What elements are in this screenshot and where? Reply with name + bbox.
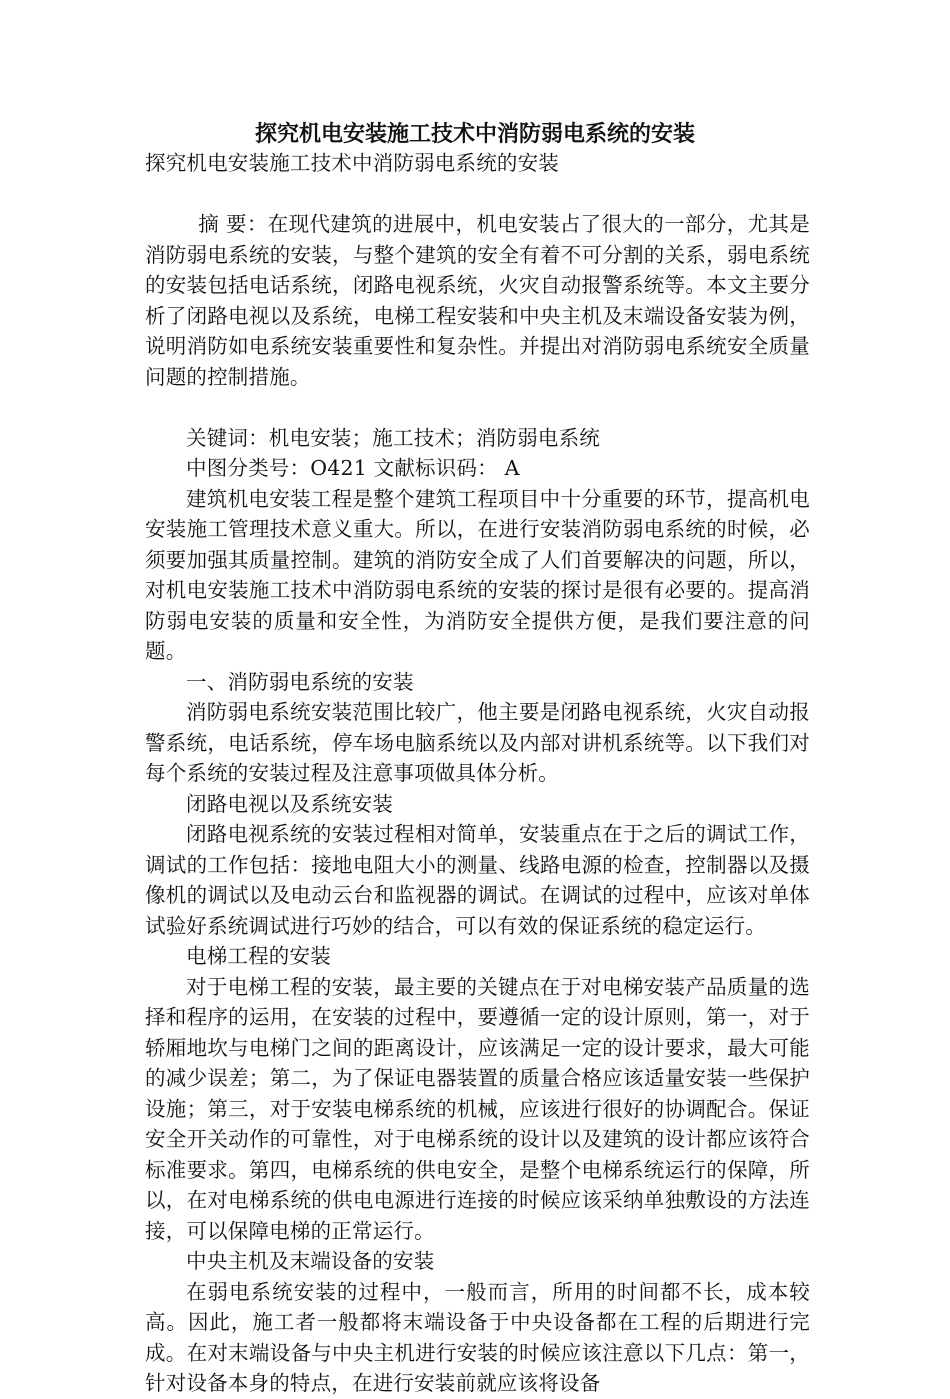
subsection-paragraph: 对于电梯工程的安装，最主要的关键点在于对电梯安装产品质量的选择和程序的运用，在安装的过程中，要遵循一定的设计原则，第一，对于轿厢地坎与电梯门之间的距离设计，应该满足一定的设计要求，最大可能的减少误差；第二，为了保证电器装置的质量合格应该适量安装一些保护设施；第三，对于安装电梯系统的机械，应该进行很好的协调配合。保证安全开关动作的可靠性，对于电梯系统的设计以及建筑的设计都应该符合标准要求。第四，电梯系统的供电安全，是整个电梯系统运行的保障，所以，在对电梯系统的供电电源进行连接的时候应该采纳单独敷设的方法连接，可以保障电梯的正常运行。 xyxy=(145,974,810,1243)
blank-line xyxy=(145,179,810,210)
subsection-heading: 中央主机及末端设备的安装 xyxy=(186,1249,435,1273)
subsection-paragraph: 闭路电视系统的安装过程相对简单，安装重点在于之后的调试工作，调试的工作包括：接地电阻大小的测量、线路电源的检查，控制器以及摄像机的调试以及电动云台和监视器的调试。在调试的过程中，应该对单体试验好系统调试进行巧妙的结合，可以有效的保证系统的稳定运行。 xyxy=(145,822,810,938)
classification-line: 中图分类号：O421 文献标识码： A xyxy=(186,456,520,480)
section-paragraph: 消防弱电系统安装范围比较广，他主要是闭路电视系统，火灾自动报警系统，电话系统，停车场电脑系统以及内部对讲机系统等。以下我们对每个系统的安装过程及注意事项做具体分析。 xyxy=(145,700,810,785)
blank-line xyxy=(145,392,810,423)
subsection-heading: 电梯工程的安装 xyxy=(186,944,331,968)
document-body xyxy=(145,148,810,1399)
document-subtitle: 探究机电安装施工技术中消防弱电系统的安装 xyxy=(145,151,559,175)
keywords-line: 关键词：机电安装；施工技术；消防弱电系统 xyxy=(186,425,600,450)
abstract-paragraph: 摘 要：在现代建筑的进展中，机电安装占了很大的一部分，尤其是消防弱电系统的安装，与整个建筑的安全有着不可分割的关系，弱电系统的安装包括电话系统，闭路电视系统，火灾自动报警系统等。本文主要分析了闭路电视以及系统，电梯工程安装和中央主机及末端设备安装为例，说明消防如电系统安装重要性和复杂性。并提出对消防弱电系统安全质量问题的控制措施。 xyxy=(145,212,810,389)
intro-paragraph: 建筑机电安装工程是整个建筑工程项目中十分重要的环节，提高机电安装施工管理技术意义重大。所以，在进行安装消防弱电系统的时候，必须要加强其质量控制。建筑的消防安全成了人们首要解决的问题，所以，对机电安装施工技术中消防弱电系统的安装的探讨是很有必要的。提高消防弱电安装的质量和安全性，为消防安全提供方便，是我们要注意的问题。 xyxy=(145,486,810,663)
subsection-heading: 闭路电视以及系统安装 xyxy=(186,791,393,816)
subsection-paragraph: 在弱电系统安装的过程中，一般而言，所用的时间都不长，成本较高。因此，施工者一般都将末端设备于中央设备都在工程的后期进行完成。在对末端设备与中央主机进行安装的时候应该注意以下几点：第一，针对设备本身的特点，在进行安装前就应该将设备 xyxy=(145,1279,810,1395)
document-title: 探究机电安装施工技术中消防弱电系统的安装 xyxy=(254,122,695,147)
section-heading: 一、消防弱电系统的安装 xyxy=(186,669,414,694)
